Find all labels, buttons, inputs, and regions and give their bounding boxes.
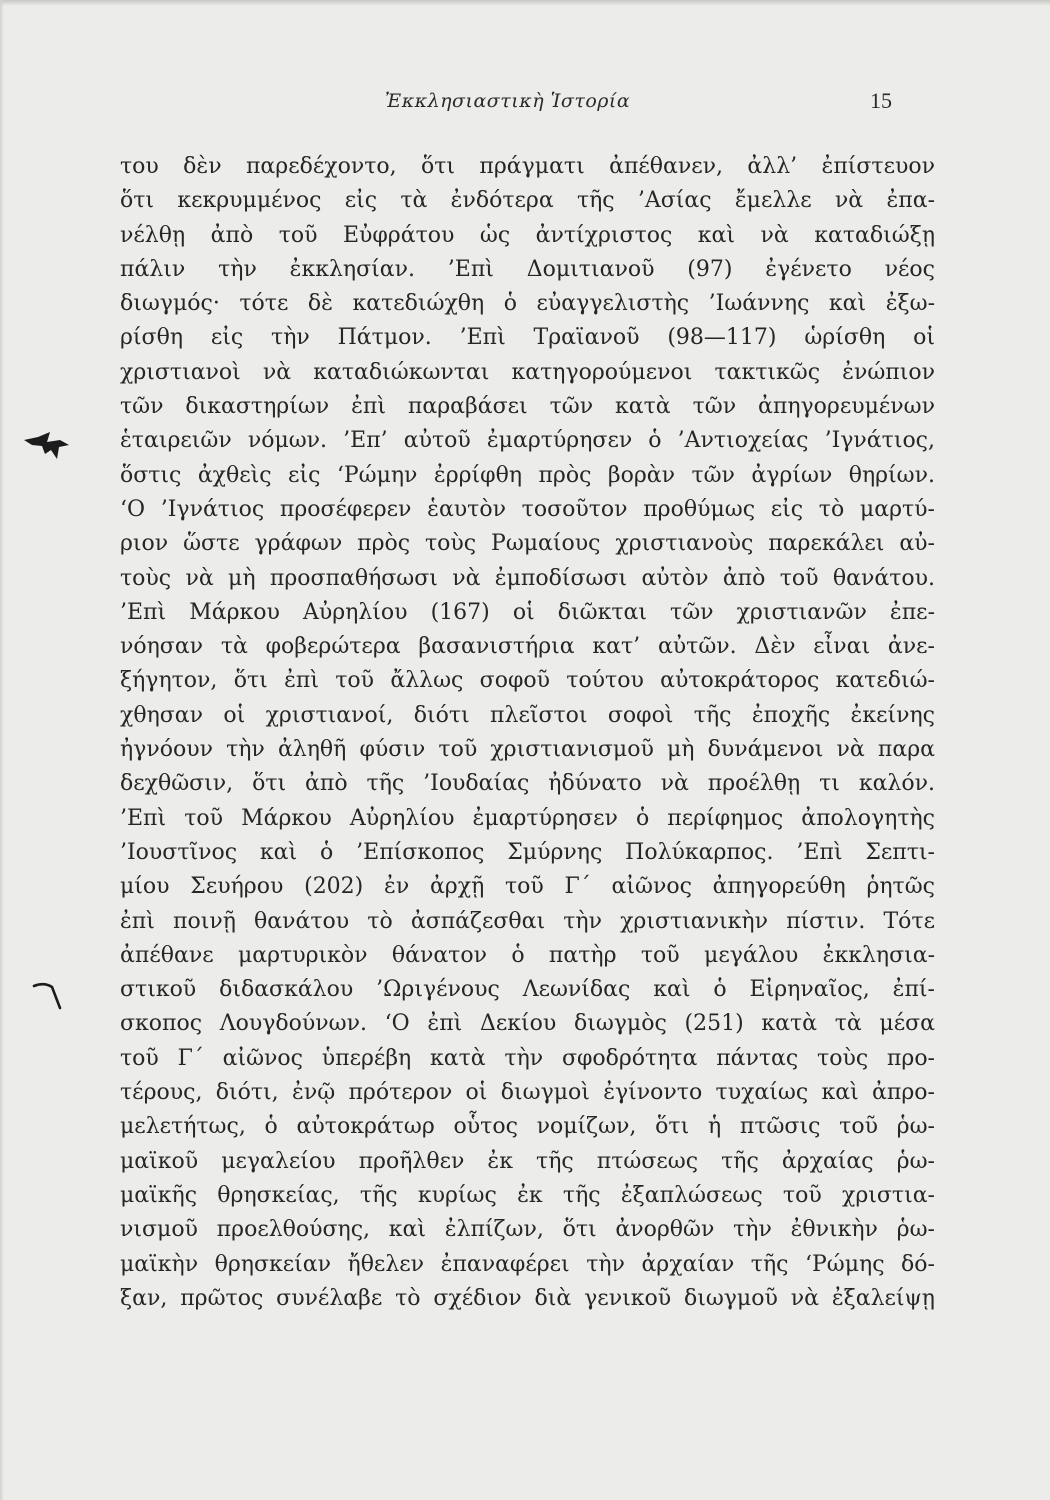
text-line: ‘Ο ’Ιγνάτιος προσέφερεν ἑαυτὸν τοσοῦτον προθύμως εἰς τὸ μαρτύ- xyxy=(120,496,935,522)
scan-top-shadow xyxy=(0,0,1050,6)
text-line: ’Επὶ τοῦ Μάρκου Αὐρηλίου ἐμαρτύρησεν ὁ περίφημος ἀπολογητὴς xyxy=(120,805,935,831)
text-line: νισμοῦ προελθούσης, καὶ ἐλπίζων, ὅτι ἀνορθῶν τὴν ἐθνικὴν ῥω- xyxy=(120,1217,935,1243)
text-line: μαϊκῆς θρησκείας, τῆς κυρίως ἐκ τῆς ἐξαπλώσεως τοῦ χριστια- xyxy=(120,1182,935,1208)
body-text xyxy=(120,150,935,1316)
text-line: ὅτι κεκρυμμένος εἰς τὰ ἐνδότερα τῆς ’Ασίας ἔμελλε νὰ ἐπα- xyxy=(120,188,935,214)
text-line: ἐπὶ ποινῇ θανάτου τὸ ἀσπάζεσθαι τὴν χριστιανικὴν πίστιν. Τότε xyxy=(120,908,935,934)
text-line: ἑταιρειῶν νόμων. ’Επ’ αὐτοῦ ἐμαρτύρησεν ὁ ’Αντιοχείας ’Ιγνάτιος, xyxy=(120,428,935,454)
text-line: ξήγητον, ὅτι ἐπὶ τοῦ ἄλλως σοφοῦ τούτου αὐτοκράτορος κατεδιώ- xyxy=(120,668,935,694)
text-line: σκοπος Λουγδούνων. ‘Ο ἐπὶ Δεκίου διωγμὸς (251) κατὰ τὰ μέσα xyxy=(120,1011,935,1037)
text-line: ἀπέθανε μαρτυρικὸν θάνατον ὁ πατὴρ τοῦ μεγάλου ἐκκλησια- xyxy=(120,942,935,968)
text-line: ὅστις ἀχθεὶς εἰς ‘Ρώμην ἐρρίφθη πρὸς βορὰν τῶν ἀγρίων θηρίων. xyxy=(120,462,935,488)
text-line: τοῦ Γ΄ αἰῶνος ὑπερέβη κατὰ τὴν σφοδρότητα πάντας τοὺς προ- xyxy=(120,1045,935,1071)
text-line: ξαν, πρῶτος συνέλαβε τὸ σχέδιον διὰ γενικοῦ διωγμοῦ νὰ ἐξαλείψῃ xyxy=(120,1285,935,1311)
text-line: νέλθῃ ἀπὸ τοῦ Εὐφράτου ὡς ἀντίχριστος καὶ νὰ καταδιώξῃ xyxy=(120,222,935,248)
text-line: ἠγνόουν τὴν ἀληθῆ φύσιν τοῦ χριστιανισμοῦ μὴ δυνάμενοι νὰ παρα xyxy=(120,737,935,763)
margin-hook-mark-icon xyxy=(30,978,66,1014)
text-line: νόησαν τὰ φοβερώτερα βασανιστήρια κατ’ αὐτῶν. Δὲν εἶναι ἀνε- xyxy=(120,634,935,660)
text-line: μίου Σευήρου (202) ἐν ἀρχῇ τοῦ Γ΄ αἰῶνος ἀπηγορεύθη ῥητῶς xyxy=(120,874,935,900)
text-line: του δὲν παρεδέχοντο, ὅτι πράγματι ἀπέθανεν, ἀλλ’ ἐπίστευον xyxy=(120,154,935,179)
text-line: στικοῦ διδασκάλου ’Ωριγένους Λεωνίδας καὶ ὁ Εἰρηναῖος, ἐπί- xyxy=(120,977,935,1003)
margin-ink-mark-icon xyxy=(20,428,74,468)
text-line: ’Επὶ Μάρκου Αὐρηλίου (167) οἱ διῶκται τῶν χριστιανῶν ἐπε- xyxy=(120,599,935,625)
text-line: χριστιανοὶ νὰ καταδιώκωνται κατηγορούμενοι τακτικῶς ἐνώπιον xyxy=(120,359,935,385)
text-line: χθησαν οἱ χριστιανοί, διότι πλεῖστοι σοφοὶ τῆς ἐποχῆς ἐκείνης xyxy=(120,702,935,728)
text-line: τοὺς νὰ μὴ προσπαθήσωσι νὰ ἐμποδίσωσι αὐτὸν ἀπὸ τοῦ θανάτου. xyxy=(120,565,935,591)
text-line: ’Ιουστῖνος καὶ ὁ ’Επίσκοπος Σμύρνης Πολύκαρπος. ’Επὶ Σεπτι- xyxy=(120,839,935,865)
text-line: ριον ὥστε γράφων πρὸς τοὺς Ρωμαίους χριστιανοὺς παρεκάλει αὐ- xyxy=(120,531,935,557)
text-line: τῶν δικαστηρίων ἐπὶ παραβάσει τῶν κατὰ τῶν ἀπηγορευμένων xyxy=(120,394,935,420)
text-line: μαϊκὴν θρησκείαν ἤθελεν ἐπαναφέρει τὴν ἀρχαίαν τῆς ‘Ρώμης δό- xyxy=(120,1251,935,1277)
scan-left-edge xyxy=(0,0,4,1500)
text-line: τέρους, διότι, ἐνῷ πρότερον οἱ διωγμοὶ ἐγίνοντο τυχαίως καὶ ἀπρο- xyxy=(120,1080,935,1106)
text-line: μαϊκοῦ μεγαλείου προῆλθεν ἐκ τῆς πτώσεως τῆς ἀρχαίας ῥω- xyxy=(120,1148,935,1174)
running-head-title: Ἐκκλησιαστικὴ Ἱστορία xyxy=(385,90,631,112)
text-line: ρίσθη εἰς τὴν Πάτμον. ’Επὶ Τραϊανοῦ (98—117) ὡρίσθη οἱ xyxy=(120,325,935,351)
text-line: πάλιν τὴν ἐκκλησίαν. ’Επὶ Δομιτιανοῦ (97) ἐγένετο νέος xyxy=(120,256,935,282)
text-line: μελετήτως, ὁ αὐτοκράτωρ οὗτος νομίζων, ὅτι ἡ πτῶσις τοῦ ῥω- xyxy=(120,1114,935,1140)
running-head xyxy=(0,84,1050,124)
text-line: δεχθῶσιν, ὅτι ἀπὸ τῆς ’Ιουδαίας ἠδύνατο νὰ προέλθῃ τι καλόν. xyxy=(120,771,935,797)
page-number: 15 xyxy=(870,88,892,113)
text-line: διωγμός· τότε δὲ κατεδιώχθη ὁ εὐαγγελιστὴς ’Ιωάννης καὶ ἐξω- xyxy=(120,291,935,317)
